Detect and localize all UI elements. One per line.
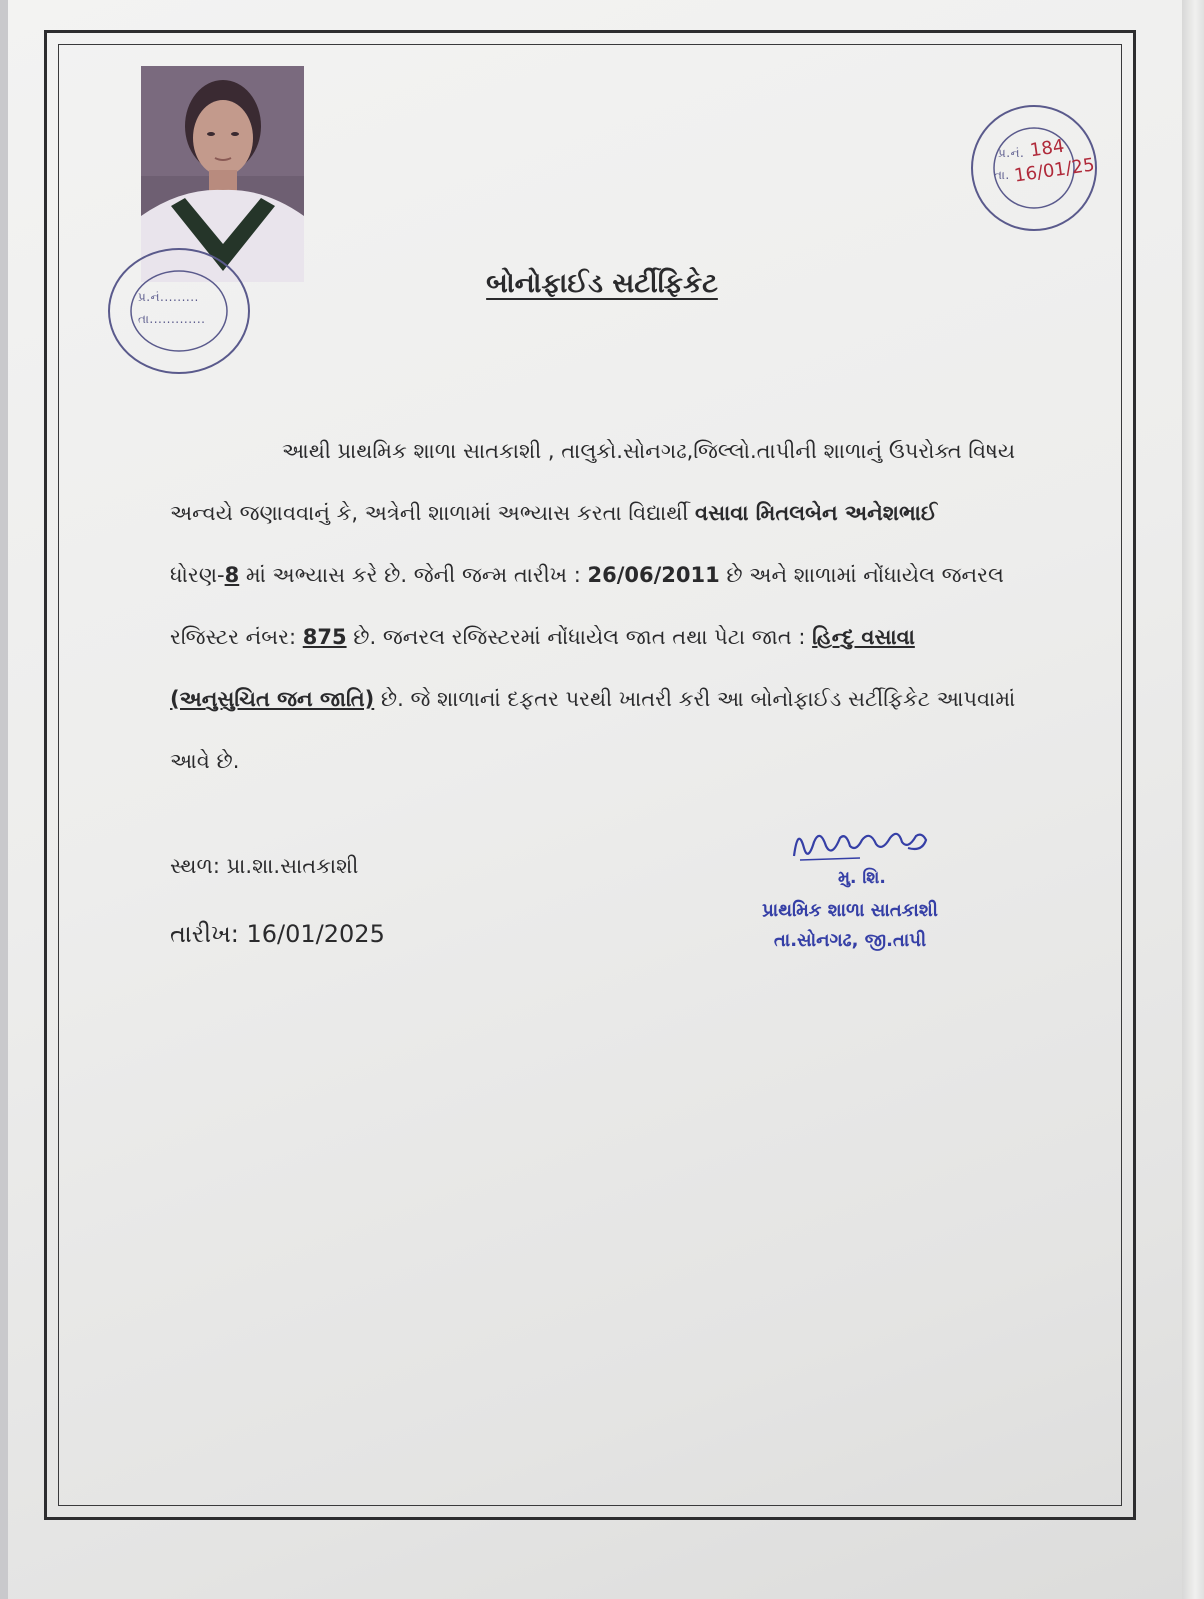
register-number: 875 bbox=[302, 625, 347, 649]
school-stamp-left bbox=[104, 244, 254, 378]
body-line-4 bbox=[170, 606, 1070, 668]
body-line-3-prefix: ધોરણ- bbox=[170, 563, 225, 587]
birth-date: 26/06/2011 bbox=[587, 563, 720, 587]
certificate-body bbox=[170, 420, 1070, 792]
body-line-1-text: આથી પ્રાથમિક શાળા સાતકાશી , તાલુકો.સોનગઢ,જિલ્લો.તાપીની શાળાનું ઉપરોક્ત વિષય bbox=[282, 439, 1016, 463]
body-line-6-text: આવે છે. bbox=[170, 749, 240, 773]
stamp-left-date: તા............. bbox=[138, 312, 206, 326]
issue-date: તારીખ: 16/01/2025 bbox=[170, 920, 385, 948]
paper-edge bbox=[1182, 0, 1204, 1599]
stamp-right-number-value: 184 bbox=[1028, 135, 1066, 162]
student-name: વસાવા મિતલબેન અનેશભાઈ bbox=[695, 501, 938, 525]
body-line-1 bbox=[170, 420, 1070, 482]
signatory-role: મુ. શિ. bbox=[838, 868, 886, 888]
body-line-4-suffix: છે. જનરલ રજિસ્ટરમાં નોંધાયેલ જાત તથા પેટા જાત : bbox=[346, 625, 813, 649]
body-line-3-mid: માં અભ્યાસ કરે છે. જેની જન્મ તારીખ : bbox=[239, 563, 588, 587]
certificate-title bbox=[0, 268, 1204, 300]
principal-signature bbox=[790, 822, 940, 872]
body-line-5-suffix: છે. જે શાળાનાં દફતર પરથી ખાતરી કરી આ બોનોફાઈડ સર્ટીફિકેટ આપવામાં bbox=[374, 687, 1016, 711]
stamp-left-number: પ્ર.નં......... bbox=[138, 290, 199, 304]
stamp-right-date-label: તા. bbox=[994, 168, 1010, 182]
signatory-address: તા.સોનગઢ, જી.તાપી bbox=[773, 930, 927, 951]
school-stamp-right bbox=[968, 102, 1100, 234]
body-line-2-text: અન્વયે જણાવવાનું કે, અત્રેની શાળામાં અભ્યાસ કરતા વિદ્યાર્થી bbox=[170, 501, 689, 525]
body-line-5 bbox=[170, 668, 1070, 730]
body-line-3 bbox=[170, 544, 1070, 606]
body-line-2 bbox=[170, 482, 1070, 544]
body-line-3-suffix: છે અને શાળામાં નોંધાયેલ જનરલ bbox=[719, 563, 1004, 587]
signatory-school: પ્રાથમિક શાળા સાતકાશી bbox=[762, 900, 938, 921]
stamp-right-number-label: પ્ર.નં. bbox=[998, 146, 1025, 160]
subcaste: (અનુસુચિત જન જાતિ) bbox=[170, 687, 375, 711]
signature-block bbox=[730, 822, 990, 952]
caste: હિન્દુ વસાવા bbox=[812, 625, 915, 649]
certificate-title-text: બોનોફાઈડ સર્ટીફિકેટ bbox=[486, 268, 718, 299]
stamp-right-date-value: 16/01/25 bbox=[1012, 154, 1096, 187]
issue-place: સ્થળ: પ્રા.શા.સાતકાશી bbox=[170, 854, 359, 878]
student-standard: 8 bbox=[224, 563, 240, 587]
body-line-6 bbox=[170, 730, 1070, 792]
body-line-4-prefix: રજિસ્ટર નંબર: bbox=[170, 625, 303, 649]
